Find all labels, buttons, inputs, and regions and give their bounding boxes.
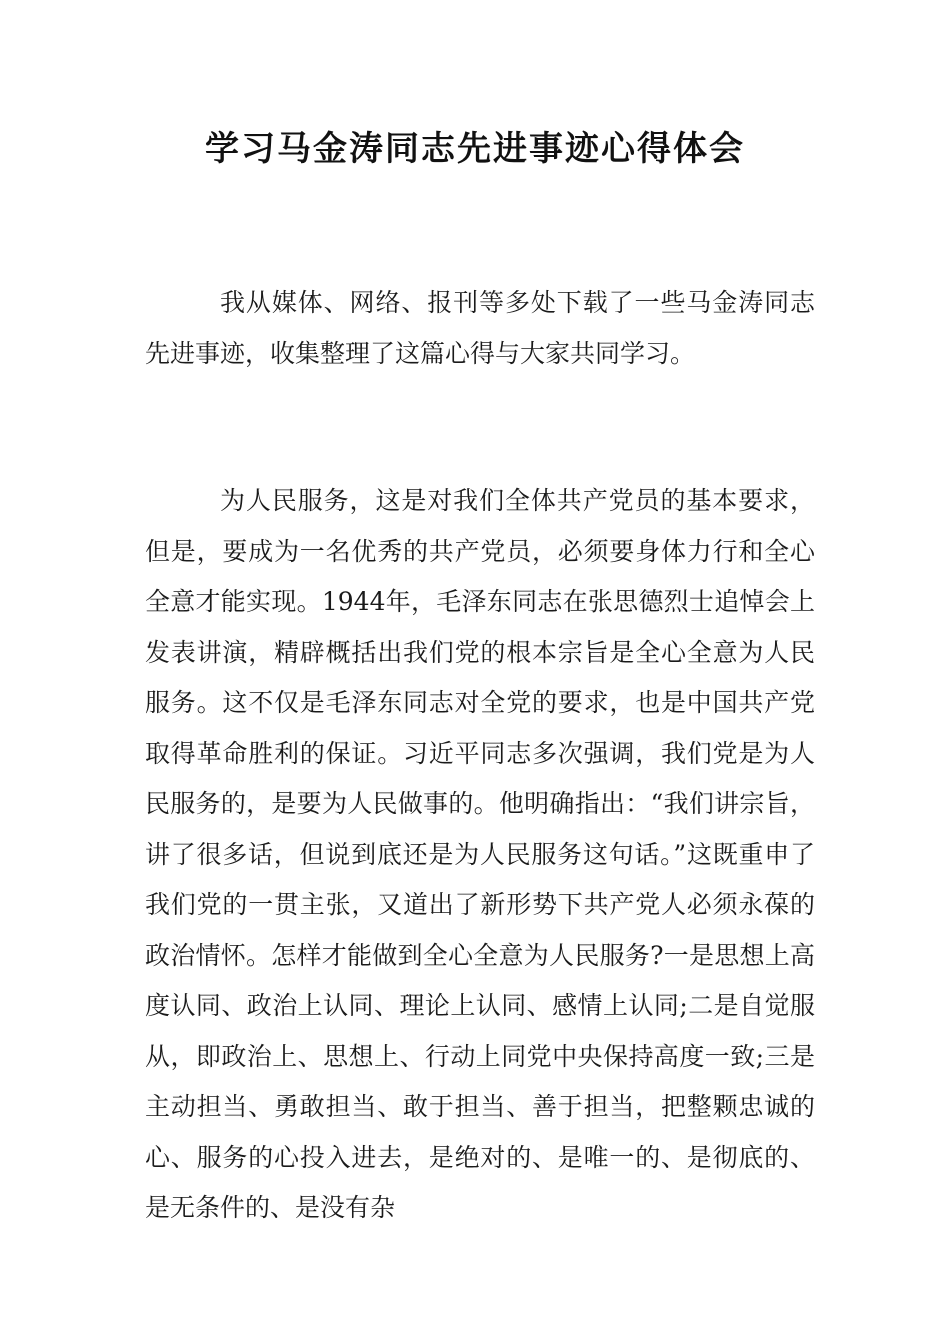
document-title: 学习马金涛同志先进事迹心得体会 [205, 129, 745, 169]
paragraph-intro: 我从媒体、网络、报刊等多处下载了一些马金涛同志先进事迹，收集整理了这篇心得与大家共同学习。 [145, 288, 815, 368]
paragraph-body: 为人民服务，这是对我们全体共产党员的基本要求，但是，要成为一名优秀的共产党员，必须要身体力行和全心全意才能实现。1944年，毛泽东同志在张思德烈士追悼会上发表讲演，精辟概括出我们党的根本宗旨是全心全意为人民服务。这不仅是毛泽东同志对全党的要求，也是中国共产党取得革命胜利的保证。习近平同志多次强调，我们党是为人民服务的，是要为人民做事的。他明确指出：“我们讲宗旨，讲了很多话，但说到底还是为人民服务这句话。”这既重申了我们党的一贯主张，又道出了新形势下共产党人必须永葆的政治情怀。怎样才能做到全心全意为人民服务?一是思想上高度认同、政治上认同、理论上认同、感情上认同;二是自觉服从，即政治上、思想上、行动上同党中央保持高度一致;三是主动担当、勇敢担当、敢于担当、善于担当，把整颗忠诚的心、服务的心投入进去，是绝对的、是唯一的、是彻底的、是无条件的、是没有杂 [145, 486, 815, 1222]
